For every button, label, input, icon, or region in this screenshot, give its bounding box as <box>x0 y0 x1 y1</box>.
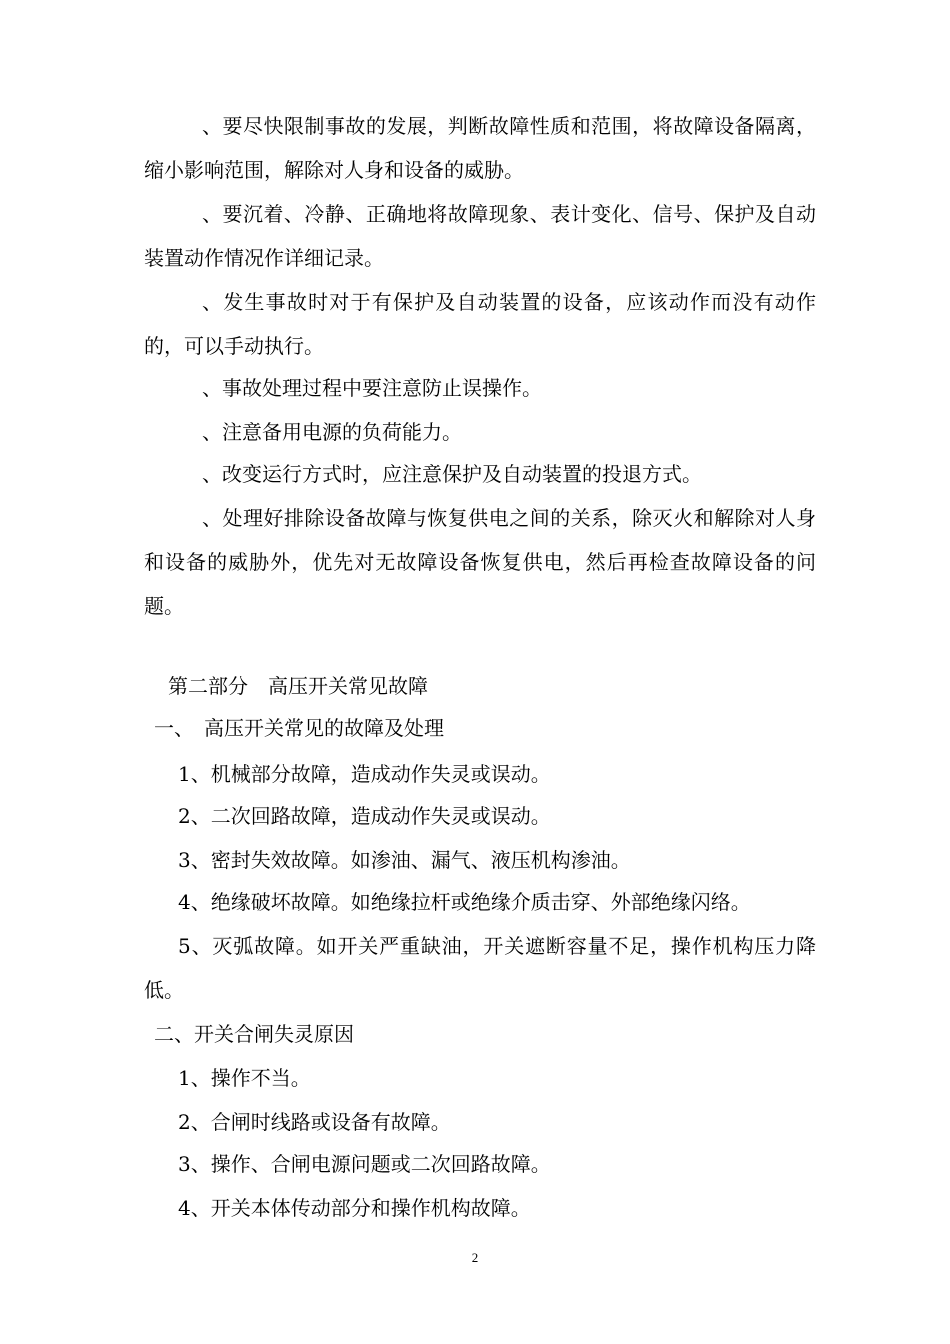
paragraph-7: 、处理好排除设备故障与恢复供电之间的关系，除灭火和解除对人身和设备的威胁外，优先对无故障设备恢复供电，然后再检查故障设备的问题。 <box>144 506 816 618</box>
section-2-item-1: 1、操作不当。 <box>178 1066 311 1090</box>
paragraph-3: 、发生事故时对于有保护及自动装置的设备，应该动作而没有动作的，可以手动执行。 <box>144 290 816 358</box>
section-2-item-3: 3、操作、合闸电源问题或二次回路故障。 <box>178 1152 551 1176</box>
section-1-title: 一、 高压开关常见的故障及处理 <box>154 716 444 740</box>
section-2-item-2: 2、合闸时线路或设备有故障。 <box>178 1110 451 1134</box>
section-2-item-4: 4、开关本体传动部分和操作机构故障。 <box>178 1196 531 1220</box>
section-1-item-2: 2、二次回路故障，造成动作失灵或误动。 <box>178 804 551 828</box>
paragraph-5: 、注意备用电源的负荷能力。 <box>202 420 462 444</box>
paragraph-1: 、要尽快限制事故的发展，判断故障性质和范围，将故障设备隔离，缩小影响范围，解除对人身和设备的威胁。 <box>144 114 816 182</box>
section-1-item-5: 5、灭弧故障。如开关严重缺油，开关遮断容量不足，操作机构压力降低。 <box>144 934 816 1002</box>
part-title: 第二部分 高压开关常见故障 <box>168 674 428 698</box>
section-1-item-4: 4、绝缘破坏故障。如绝缘拉杆或绝缘介质击穿、外部绝缘闪络。 <box>178 890 751 914</box>
page-number: 2 <box>471 1250 479 1265</box>
paragraph-4: 、事故处理过程中要注意防止误操作。 <box>202 376 542 400</box>
section-2-title: 二、开关合闸失灵原因 <box>154 1022 354 1046</box>
section-1-item-1: 1、机械部分故障，造成动作失灵或误动。 <box>178 762 551 786</box>
paragraph-6: 、改变运行方式时，应注意保护及自动装置的投退方式。 <box>202 462 702 486</box>
section-1-item-3: 3、密封失效故障。如渗油、漏气、液压机构渗油。 <box>178 848 631 872</box>
paragraph-2: 、要沉着、冷静、正确地将故障现象、表计变化、信号、保护及自动装置动作情况作详细记录。 <box>144 202 816 270</box>
